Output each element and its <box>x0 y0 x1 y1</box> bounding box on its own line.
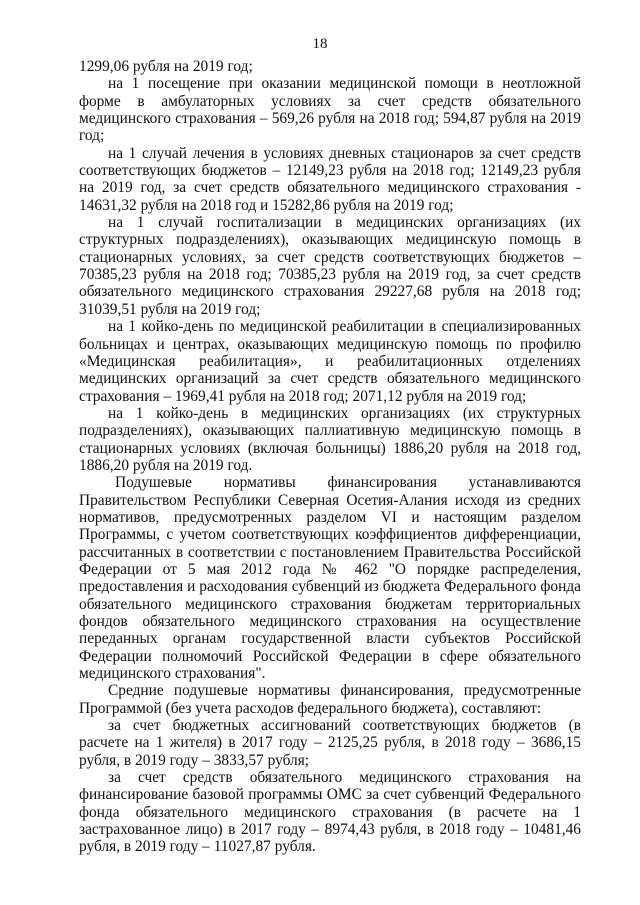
paragraph-hospitalization-case: на 1 случай госпитализации в медицинских организациях (их структурных подразделениях), оказывающих медицинскую помощь в стационарных условиях, за счет средств соответствующих бюджетов – 70385,23 рубля на 2018 год; 70385,23 рубля на 2019 год, за счет средств обязательного медицинского страхования 29227,68 рубля на 2018 год; 31039,51 рубля на 2019 год; <box>79 214 581 318</box>
paragraph-oms-funding: за счет средств обязательного медицинского страхования на финансирование базовой программы ОМС за счет субвенций Федерального фонда обязательного медицинского страхования (в расчете на 1 застрахованное лицо) в 2017 году – 8974,43 рубля, в 2018 году – 10481,46 рубля, в 2019 году – 11027,87 рубля. <box>79 769 581 856</box>
document-body <box>79 58 581 856</box>
paragraph-rehabilitation-bed-day: на 1 койко-день по медицинской реабилитации в специализированных больницах и центрах, оказывающих медицинскую помощь по профилю «Медицинская реабилитация», и реабилитационных отделениях медицинских организаций за счет средств обязательного медицинского страхования – 1969,41 рубля на 2018 год; 2071,12 рубля на 2019 год; <box>79 318 581 405</box>
paragraph-per-capita-standards: Подушевые нормативы финансирования устанавливаются Правительством Республики Северная Осетия-Алания исходя из средних нормативов, предусмотренных разделом VI и настоящим разделом Программы, с учетом соответствующих коэффициентов дифференциации, рассчитанных в соответствии с постановлением Правительства Российской Федерации от 5 мая 2012 года № 462 "О порядке распределения, предоставления и расходования субвенций из бюджета Федерального фонда обязательного медицинского страхования бюджетам территориальных фондов обязательного медицинского страхования на осуществление переданных органам государственной власти субъектов Российской Федерации полномочий Российской Федерации в сфере обязательного медицинского страхования". <box>79 474 581 683</box>
paragraph-palliative-bed-day: на 1 койко-день в медицинских организациях (их структурных подразделениях), оказывающих паллиативную медицинскую помощь в стационарных условиях (включая больницы) 1886,20 рубля на 2018 год, 1886,20 рубля на 2019 год. <box>79 404 581 474</box>
paragraph-urgent-care-visit: на 1 посещение при оказании медицинской помощи в неотложной форме в амбулаторных условиях за счет средств обязательного медицинского страхования – 569,26 рубля на 2018 год; 594,87 рубля на 2019 год; <box>79 75 581 145</box>
paragraph-continuation: 1299,06 рубля на 2019 год; <box>79 58 253 75</box>
paragraph-budget-allocations: за счет бюджетных ассигнований соответствующих бюджетов (в расчете на 1 жителя) в 2017 году – 2125,25 рубля, в 2018 году – 3686,15 рубля, в 2019 году – 3833,57 рубля; <box>79 717 581 769</box>
page-number: 18 <box>312 36 328 52</box>
paragraph-average-standards-intro: Средние подушевые нормативы финансирования, предусмотренные Программой (без учета расходов федерального бюджета), составляют: <box>79 682 581 717</box>
paragraph-day-hospital-case: на 1 случай лечения в условиях дневных стационаров за счет средств соответствующих бюджетов – 12149,23 рубля на 2018 год; 12149,23 рубля на 2019 год, за счет средств обязательного медицинского страхования - 14631,32 рубля на 2018 год и 15282,86 рубля на 2019 год; <box>79 144 581 214</box>
